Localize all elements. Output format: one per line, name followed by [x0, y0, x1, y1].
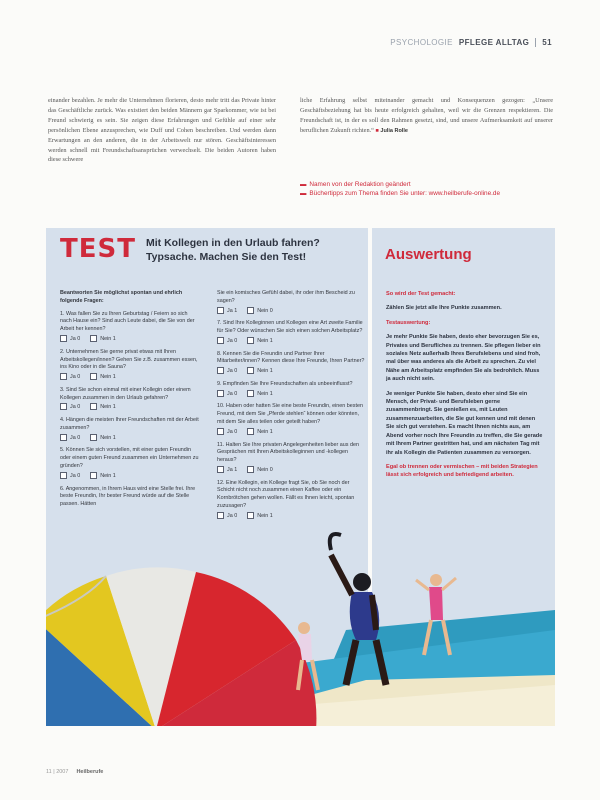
- checkbox[interactable]: [217, 390, 224, 397]
- question: 3. Sind Sie schon einmal mit einer Kollegin oder einem Kollegen zusammen in den Urlaub gefahren? Ja 0 Nein 1: [60, 386, 191, 411]
- brand-label: Heilberufe: [76, 769, 104, 775]
- article-column-right: [300, 96, 553, 137]
- question: 4. Hängen die meisten Ihrer Freundschaften mit der Arbeit zusammen? Ja 0 Nein 1: [60, 417, 199, 441]
- question: 12. Eine Kollegin, ein Kollege fragt Sie, ob Sie noch der Schicht nicht noch zusammen einen Kaffee oder ein Kornbrötchen gehen wollen. Fällt es Ihnen leicht, spontan zuzusagen? Ja 0 Nein 1: [217, 479, 355, 519]
- evaluation-paragraph: Je mehr Punkte Sie haben, desto eher bevorzugen Sie es, Privates und Berufliches zu trennen. Sie pflegen lieber ein soziales Netz außerhalb Ihres Berufslebens und sind froh, mal über was anderes als die Arbeit zu sprechen. Zu viel Nähe am Arbeitsplatz empfinden Sie als bedrohlich. Muss ja auch nicht sein.: [386, 334, 541, 383]
- question: 1. Was fallen Sie zu Ihren Geburtstag / Feiern so sich nach Hause ein? Sind auch Leute dabei, die Sie von der Arbeit her kennen? Ja 0 Nein 1: [60, 310, 195, 342]
- question: 6. Angenommen, in Ihrem Haus wird eine Stelle frei. Ihre beste Freundin, Ihr bester Freund würde auf die Stelle passen. Hätten: [60, 485, 196, 508]
- test-intro: Beantworten Sie möglichst spontan und ehrlich folgende Fragen:: [60, 290, 183, 304]
- page-number: 51: [535, 38, 552, 47]
- checkbox[interactable]: [90, 373, 97, 380]
- article-column-left: [48, 96, 276, 165]
- checkbox[interactable]: [217, 367, 224, 374]
- page-footer: [46, 769, 103, 775]
- checkbox[interactable]: [60, 472, 67, 479]
- article-text-left: einander bezahlen. Je mehr die Unternehmen florieren, desto mehr tritt das Private hinter das Geschäftliche zurück. Was existiert den beiden Männern gar Sparkommer, wie ist bei Freund schwierig es sein. Sie zeigen diese Erfahrungen und Gefühle auf einer sehr persönlichen Ebene anzusprechen, wie Duff und Cohen beschreiben. Und werden dann Erwartungen an den anderen, die in der Arbeitswelt nur stören. Geschäftsinteressen werden schnell mit Freundschaftsansprüchen verwechselt. Die beiden Autoren haben diese schwere: [48, 97, 276, 164]
- evaluation-text: [386, 290, 544, 486]
- checkbox[interactable]: [217, 307, 224, 314]
- question: 5. Können Sie sich vorstellen, mit einer guten Freundin oder einem guten Freund zusammen ein Unternehmen zu gründen? Ja 0 Nein 1: [60, 447, 199, 479]
- magazine-label: PFLEGE ALLTAG: [458, 38, 530, 47]
- evaluation-heading-2: Testauswertung:: [386, 319, 431, 326]
- checkbox[interactable]: [90, 335, 97, 342]
- question: 11. Halten Sie Ihre privaten Angelegenheiten lieber aus den Gesprächen mit Ihren Arbeitskolleginnen und -kollegen heraus? Ja 1 Nein 0: [217, 441, 359, 473]
- test-title: Mit Kollegen in den Urlaub fahren? Typsache. Machen Sie den Test!: [146, 237, 320, 263]
- checkbox[interactable]: [90, 434, 97, 441]
- evaluation-paragraph: Egal ob trennen oder vermischen – mit beiden Strategien lässt sich erfolgreich und befriedigend arbeiten.: [386, 463, 538, 479]
- evaluation-paragraph: Zählen Sie jetzt alle Ihre Punkte zusammen.: [386, 305, 502, 312]
- question: 8. Kennen Sie die Freundin und Partner Ihrer Mitarbeiter/innen? Kennen diese Ihre Freunde, Ihren Partner? Ja 0 Nein 1: [217, 350, 365, 375]
- issue-label: 11 | 2007: [46, 769, 69, 775]
- checkbox[interactable]: [90, 472, 97, 479]
- checkbox[interactable]: [247, 367, 254, 374]
- checkbox[interactable]: [247, 337, 254, 344]
- evaluation-paragraph: Je weniger Punkte Sie haben, desto eher sind Sie ein Mensch, der Privat- und Berufsleben gerne zusammenbringt. Sie genießen es, mit Leuten zusammenzuarbeiten, die Sie gut kennen und mit denen Sie sich gut verstehen. Es macht Ihnen nichts aus, am Abend vorher noch Ihre Freundin zu treffen, die Sie gerade mit Ihrem Partner gestritten hat, und am nächsten Tag mit ihr als Kollegin die Patienten zusammen zu versorgen.: [386, 390, 543, 456]
- checkbox[interactable]: [247, 428, 254, 435]
- question: 7. Sind Ihre Kolleginnen und Kollegen eine Art zweite Familie für Sie? Oder wünschen Sie sich einen solchen Arbeitsplatz? Ja 0 Nein 1: [217, 320, 363, 344]
- question: 2. Unternehmen Sie gerne privat etwas mit Ihren Arbeitskollegen/innen? Gehen Sie z.B. zusammen essen, ins Kino oder in die Sauna? Ja 0 Nein 1: [60, 348, 198, 381]
- running-head: [390, 38, 552, 47]
- checkbox[interactable]: [60, 434, 67, 441]
- evaluation-title: Auswertung: [385, 246, 472, 263]
- section-label: PSYCHOLOGIE: [390, 38, 453, 47]
- checkbox[interactable]: [60, 373, 67, 380]
- article-text-right: liche Erfahrung selbst miteinander gemacht und Konsequenzen gezogen: „Unsere Geschäftsbeziehung hat bis heute erfolgreich gehalten, weil wir die Grenzen respektieren. Die Freundschaft ist, in der es soll den Rahmen gesetzt, sind, und unsere Aufmerksamkeit auf unserer beruflichen Zukunft richten.“: [300, 97, 553, 134]
- checkbox[interactable]: [217, 428, 224, 435]
- author-signature: ■ Julia Rolle: [375, 127, 408, 134]
- checkbox[interactable]: [247, 307, 254, 314]
- beach-ball-graphic: [46, 567, 316, 726]
- question: 9. Empfinden Sie Ihre Freundschaften als unbeeinflusst? Ja 0 Nein 1: [217, 380, 353, 397]
- checkbox[interactable]: [60, 403, 67, 410]
- note-item: ▬ Namen von der Redaktion geändert: [300, 181, 411, 188]
- article-notes: [300, 180, 550, 198]
- beach-illustration: [46, 480, 555, 726]
- checkbox[interactable]: [217, 466, 224, 473]
- checkbox[interactable]: [247, 390, 254, 397]
- note-item[interactable]: ▬ Büchertipps zum Thema finden Sie unter: www.heilberufe-online.de: [300, 190, 501, 197]
- checkbox[interactable]: [60, 335, 67, 342]
- checkbox[interactable]: [90, 403, 97, 410]
- checkbox[interactable]: [217, 337, 224, 344]
- question: Sie ein komisches Gefühl dabei, ihr oder ihm Bescheid zu sagen? Ja 1 Nein 0: [217, 290, 355, 314]
- question: 10. Haben oder hatten Sie eine beste Freundin, einen besten Freund, mit dem Sie „Pferde stehlen“ können oder könnten, mit dem Sie alles teilen oder geteilt haben? Ja 0 Nein 1: [217, 403, 363, 435]
- evaluation-heading-1: So wird der Test gemacht:: [386, 291, 456, 297]
- test-badge: TEST: [60, 234, 136, 264]
- checkbox[interactable]: [247, 466, 254, 473]
